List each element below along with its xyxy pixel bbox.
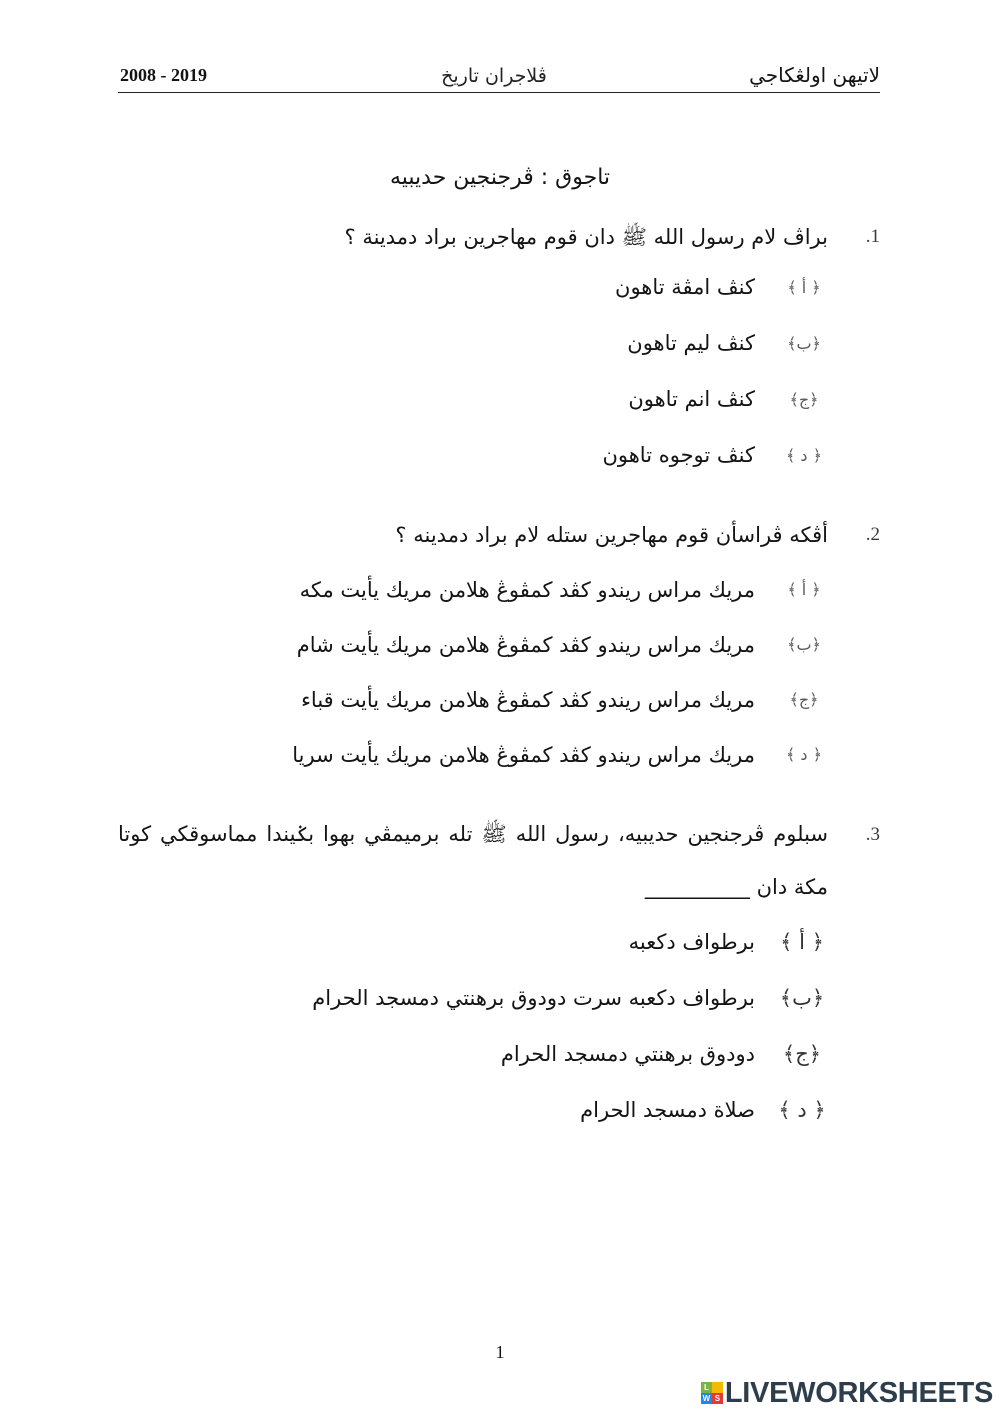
liveworksheets-logo[interactable] (701, 1378, 993, 1408)
question-2-head (118, 513, 880, 557)
liveworksheets-logo-text: LIVEWORKSHEETS (724, 1377, 993, 1409)
option-text: مريك مراس ريندو كڤد كمڤوڠ هلامن مريك يأيت مكه (299, 577, 755, 602)
question-2-options (118, 562, 828, 782)
logo-square-l: L (701, 1382, 712, 1393)
option-marker: ﴿ب﴾ (787, 333, 821, 353)
option-2c[interactable] (118, 672, 828, 727)
question-3-head (118, 808, 880, 914)
logo-square-w: W (702, 1393, 711, 1403)
worksheet-title: تاجوق : ڤرجنجين حديبيه (389, 165, 611, 190)
option-text: مريك مراس ريندو كڤد كمڤوڠ هلامن مريك يأيت سريا (292, 742, 755, 767)
option-marker: ﴿ج﴾ (782, 1042, 822, 1066)
question-3-options (118, 914, 828, 1138)
option-text: كنڤ امڤة تاهون (615, 275, 755, 299)
option-3a[interactable] (118, 914, 828, 970)
question-2-text: أڤكه ڤراسأن قوم مهاجرين ستله لام براد دمدينه ؟ (395, 523, 828, 547)
option-text: مريك مراس ريندو كڤد كمڤوڠ هلامن مريك يأيت شام (296, 632, 755, 657)
question-2 (118, 513, 880, 782)
option-marker: ﴿ج﴾ (789, 389, 819, 409)
logo-square-blank (712, 1382, 723, 1393)
option-text: برطواف دكعبه (628, 930, 755, 954)
logo-square-s: S (712, 1393, 723, 1404)
option-3b[interactable] (118, 970, 828, 1026)
option-3d[interactable] (118, 1082, 828, 1138)
option-2b[interactable] (118, 617, 828, 672)
question-1-options (118, 259, 828, 483)
option-marker: ﴿ أ ﴾ (780, 930, 824, 954)
option-text: برطواف دكعبه سرت دودوق برهنتي دمسجد الحرام (312, 986, 755, 1010)
option-marker: ﴿ د ﴾ (785, 445, 823, 465)
question-3-text: سبلوم ڤرجنجين حديبيه، رسول الله ﷺ تله برميمڤي بهوا بݢيندا مماسوقكي كوتا مكة دان __________ (118, 822, 828, 899)
option-1c[interactable] (118, 371, 828, 427)
question-3 (118, 808, 880, 1138)
liveworksheets-logo-icon (701, 1382, 723, 1404)
option-text: كنڤ ليم تاهون (627, 331, 755, 355)
question-1-head (118, 215, 880, 259)
option-text: كنڤ انم تاهون (628, 387, 755, 411)
option-marker: ﴿ب﴾ (787, 635, 821, 654)
option-text: كنڤ توجوه تاهون (602, 443, 755, 467)
header-year-range: 2008 - 2019 (120, 65, 207, 85)
question-3-number: 3. (865, 824, 880, 845)
header-exercise-title: لاتيهن اولڠكاجي (749, 63, 880, 87)
page-header (118, 56, 880, 93)
option-1d[interactable] (118, 427, 828, 483)
question-1-text: براڤ لام رسول الله ﷺ دان قوم مهاجرين براد دمدينة ؟ (344, 225, 828, 249)
question-1-number: 1. (865, 226, 880, 247)
option-marker: ﴿ب﴾ (779, 986, 825, 1010)
option-2d[interactable] (118, 727, 828, 782)
question-1 (118, 215, 880, 483)
option-marker: ﴿ أ ﴾ (787, 277, 821, 297)
option-1a[interactable] (118, 259, 828, 315)
option-3c[interactable] (118, 1026, 828, 1082)
option-marker: ﴿ج﴾ (789, 690, 819, 709)
option-marker: ﴿ أ ﴾ (787, 580, 821, 599)
page-number: 1 (495, 1342, 505, 1362)
option-marker: ﴿ د ﴾ (785, 745, 823, 764)
header-subject: ڤلاجران تاريخ (441, 65, 547, 87)
option-text: صلاة دمسجد الحرام (580, 1098, 755, 1122)
option-marker: ﴿ د ﴾ (778, 1098, 826, 1122)
question-2-number: 2. (865, 524, 880, 545)
option-text: مريك مراس ريندو كڤد كمڤوڠ هلامن مريك يأيت قباء (301, 687, 755, 712)
option-text: دودوق برهنتي دمسجد الحرام (500, 1042, 755, 1066)
option-2a[interactable] (118, 562, 828, 617)
option-1b[interactable] (118, 315, 828, 371)
